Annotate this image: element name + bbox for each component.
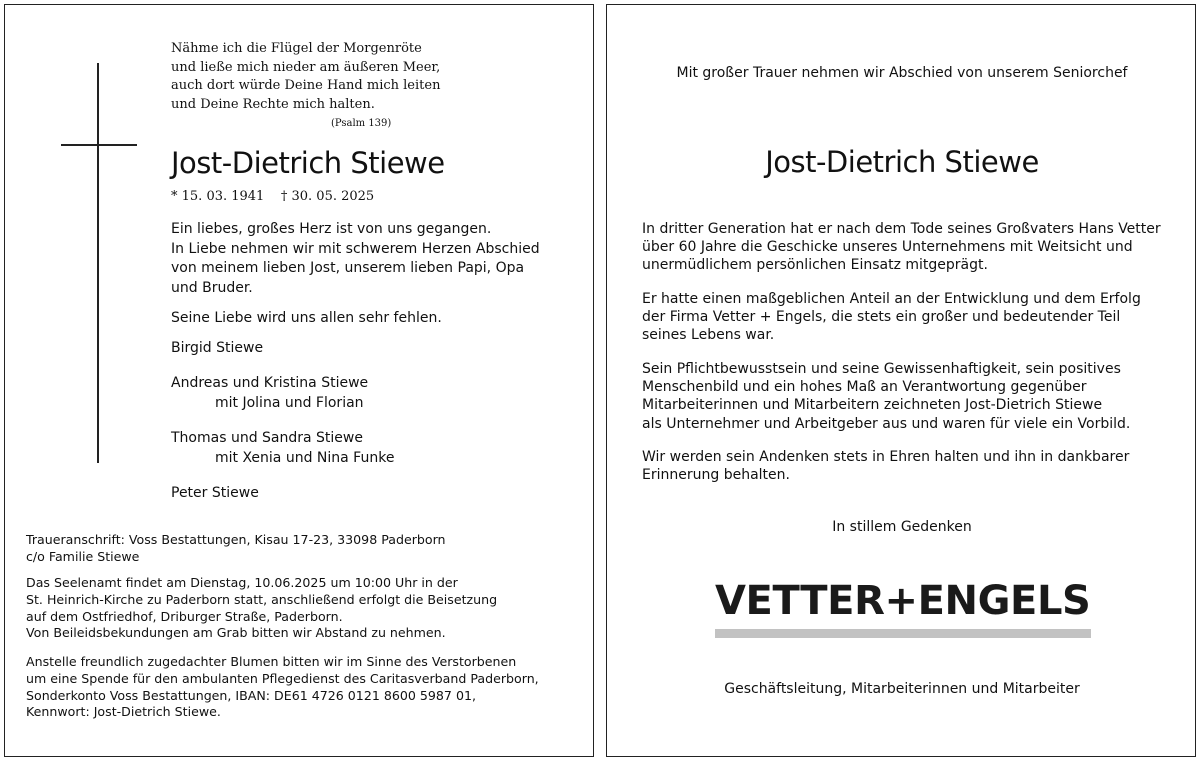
deceased-name: Jost-Dietrich Stiewe [171,146,445,180]
paragraph-line: als Unternehmer und Arbeitgeber aus und waren für viele ein Vorbild. [642,415,1131,432]
paragraph-line: Menschenbild und ein hohes Maß an Verantwortung gegenüber [642,379,1087,396]
paragraph-line: über 60 Jahre die Geschicke unseres Unternehmens mit Weitsicht und [642,239,1133,256]
company-logo [715,577,1091,638]
mourner-children: mit Xenia und Nina Funke [215,449,395,466]
mourner-children: mit Jolina und Florian [215,394,364,411]
mourner-1: Birgid Stiewe [171,340,264,356]
farewell-message-2: Seine Liebe wird uns allen sehr fehlen. [171,310,442,326]
verse-line: Nähme ich die Flügel der Morgenröte [171,41,422,56]
donation-line: Kennwort: Jost-Dietrich Stiewe. [26,704,221,720]
funeral-service-info [26,575,497,642]
paragraph-line: Sein Pflichtbewusstsein und seine Gewissenhaftigkeit, sein positives [642,361,1121,377]
message-line: von meinem lieben Jost, unserem lieben Papi, Opa [171,260,525,276]
donation-line: Sonderkonto Voss Bestattungen, IBAN: DE61 4726 0121 8600 5987 01, [26,687,476,703]
donation-info [26,654,539,721]
psalm-verse [171,40,440,114]
logo-wordmark: VETTER+ENGELS [715,578,1091,624]
paragraph-line: unermüdlichem persönlichen Einsatz mitgeprägt. [642,257,988,274]
company-obituary-panel [606,4,1196,757]
signature-text: Geschäftsleitung, Mitarbeiterinnen und Mitarbeiter [724,681,1080,697]
paragraph-line: Erinnerung behalten. [642,467,790,484]
mourner-names: Thomas und Sandra Stiewe [171,430,363,446]
service-line: Das Seelenamt findet am Dienstag, 10.06.2025 um 10:00 Uhr in der [26,575,458,590]
message-line: und Bruder. [171,279,253,296]
life-dates: * 15. 03. 1941 † 30. 05. 2025 [171,189,375,204]
message-line: In Liebe nehmen wir mit schwerem Herzen Abschied [171,240,540,257]
mourner-4: Peter Stiewe [171,485,259,501]
closing-text: In stillem Gedenken [832,519,972,535]
verse-line: und ließe mich nieder am äußeren Meer, [171,59,441,75]
service-line: auf dem Ostfriedhof, Driburger Straße, Paderborn. [26,608,343,624]
tribute-paragraph-3 [642,360,1130,433]
farewell-message [171,220,540,298]
mourner-2 [171,374,368,413]
paragraph-line: In dritter Generation hat er nach dem Tode seines Großvaters Hans Vetter [642,221,1161,237]
donation-line: um eine Spende für den ambulanten Pflegedienst des Caritasverband Paderborn, [26,670,539,686]
verse-line: auch dort würde Deine Hand mich leiten [171,78,441,94]
service-line: Von Beileidsbekundungen am Grab bitten wir Abstand zu nehmen. [26,625,446,641]
verse-source: (Psalm 139) [331,118,392,129]
tribute-paragraph-4 [642,448,1129,484]
message-line: Ein liebes, großes Herz ist von uns gegangen. [171,221,492,237]
tribute-paragraph-1 [642,220,1161,275]
family-obituary-panel [4,4,594,757]
address-line: Traueranschrift: Voss Bestattungen, Kisau 17-23, 33098 Paderborn [26,532,446,547]
paragraph-line: seines Lebens war. [642,327,775,344]
donation-line: Anstelle freundlich zugedachter Blumen bitten wir im Sinne des Verstorbenen [26,654,517,669]
address-line: c/o Familie Stiewe [26,548,140,564]
intro-text: Mit großer Trauer nehmen wir Abschied von unserem Seniorchef [676,65,1128,81]
paragraph-line: der Firma Vetter + Engels, die stets ein großer und bedeutender Teil [642,309,1121,326]
paragraph-line: Mitarbeiterinnen und Mitarbeitern zeichneten Jost-Dietrich Stiewe [642,397,1103,414]
deceased-name: Jost-Dietrich Stiewe [765,145,1039,179]
mourner-3 [171,429,394,468]
paragraph-line: Wir werden sein Andenken stets in Ehren halten und ihn in dankbarer [642,449,1130,465]
logo-underline-bar [715,629,1091,638]
cross-icon-bar [61,144,137,146]
mourning-address [26,532,446,566]
paragraph-line: Er hatte einen maßgeblichen Anteil an der Entwicklung und dem Erfolg [642,291,1141,307]
mourner-names: Andreas und Kristina Stiewe [171,375,369,391]
cross-icon [97,63,99,463]
service-line: St. Heinrich-Kirche zu Paderborn statt, anschließend erfolgt die Beisetzung [26,591,498,607]
tribute-paragraph-2 [642,290,1141,345]
verse-line: und Deine Rechte mich halten. [171,96,375,112]
